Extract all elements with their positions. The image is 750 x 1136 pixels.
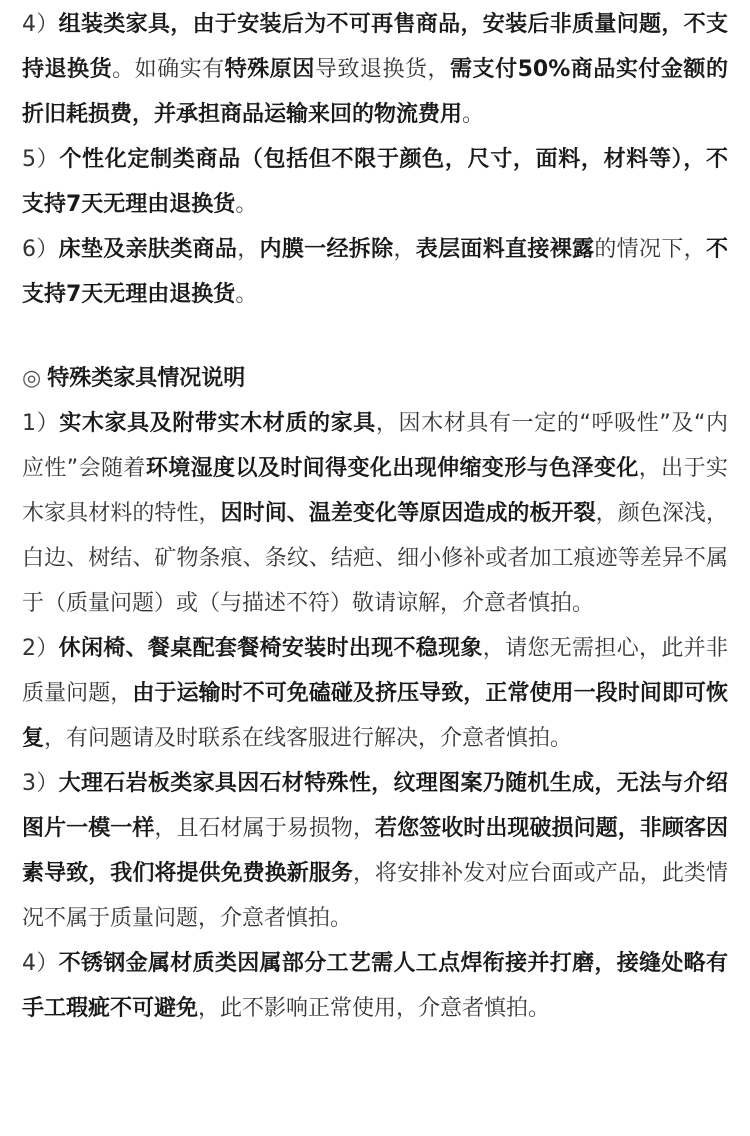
- emphasis-text: 不支持7天无理由退换货: [22, 147, 728, 217]
- body-text: 4）: [22, 12, 59, 37]
- policy-item: [22, 626, 728, 761]
- body-text: 导致退换货，: [314, 57, 451, 82]
- returns-section: [22, 2, 728, 317]
- emphasis-text: 个性化定制类商品（包括但不限于颜色，尺寸，面料，材料等），: [59, 147, 706, 172]
- emphasis-text: 实木家具及附带实木材质的家具: [59, 411, 376, 436]
- body-text: 。: [235, 192, 258, 217]
- emphasis-text: 若您签收时出现破损问题，非顾客因素导致，我们将提供免费换新服务: [22, 816, 728, 886]
- section-gap: [22, 317, 728, 356]
- body-text: 6）: [22, 237, 59, 262]
- emphasis-text: 不锈钢金属材质类因属部分工艺需人工点焊衔接并打磨，接缝处略有手工瑕疵不可避免: [22, 951, 728, 1021]
- body-text: 3）: [22, 771, 59, 796]
- policy-item: [22, 401, 728, 626]
- body-text: ，: [237, 237, 260, 262]
- circle-bullet-icon: ◎: [22, 366, 42, 391]
- body-text: ，请您无需担心，此并非质量问题，: [22, 636, 728, 706]
- body-text: ，有问题请及时联系在线客服进行解决，介意者慎拍。: [44, 726, 573, 751]
- policy-item: [22, 761, 728, 941]
- body-text: ，因木材具有一定的“呼吸性”及“内应性”会随着: [22, 411, 728, 481]
- emphasis-text: 特殊原因: [224, 57, 315, 82]
- body-text: 。: [462, 102, 485, 127]
- section-title: 特殊类家具情况说明: [47, 366, 246, 391]
- emphasis-text: 床垫及亲肤类商品: [58, 237, 238, 262]
- body-text: 4）: [22, 951, 59, 976]
- body-text: ，颜色深浅，白边、树结、矿物条痕、条纹、结疤、细小修补或者加工痕迹等差异不属于（质量问题）或（与描述不符）敬请谅解，介意者慎拍。: [22, 501, 728, 616]
- emphasis-text: 由于运输时不可免磕碰及挤压导致，正常使用一段时间即可恢复: [22, 681, 728, 751]
- policy-item: [22, 227, 728, 317]
- body-text: 1）: [22, 411, 60, 436]
- body-text: ，且石材属于易损物，: [154, 816, 376, 841]
- body-text: 2）: [22, 636, 59, 661]
- section-heading: [22, 356, 728, 401]
- policy-item: [22, 2, 728, 137]
- policy-item: [22, 941, 728, 1031]
- body-text: ，将安排补发对应台面或产品，此类情况不属于质量问题，介意者慎拍。: [22, 861, 728, 931]
- body-text: 的情况下，: [594, 237, 706, 262]
- body-text: 。如确实有: [112, 57, 225, 82]
- emphasis-text: 大理石岩板类家具因石材特殊性，纹理图案乃随机生成，无法与介绍图片一模一样: [22, 771, 728, 841]
- emphasis-text: 内膜一经拆除: [259, 237, 394, 262]
- policy-item: [22, 137, 728, 227]
- emphasis-text: 不支持7天无理由退换货: [22, 237, 728, 307]
- body-text: ，此不影响正常使用，介意者慎拍。: [198, 996, 551, 1021]
- emphasis-text: 表层面料直接裸露: [415, 237, 595, 262]
- emphasis-text: 组装类家具，由于安装后为不可再售商品，安装后非质量问题，不支持退换货: [22, 12, 728, 82]
- body-text: 。: [235, 282, 258, 307]
- emphasis-text: 休闲椅、餐桌配套餐椅安装时出现不稳现象: [58, 636, 483, 661]
- emphasis-text: 因时间、温差变化等原因造成的板开裂: [220, 501, 596, 526]
- body-text: ，: [393, 237, 416, 262]
- emphasis-text: 需支付50%商品实付金额的折旧耗损费，并承担商品运输来回的物流费用: [22, 57, 728, 127]
- body-text: ，出于实木家具材料的特性，: [22, 456, 728, 526]
- body-text: 5）: [22, 147, 60, 172]
- special-furniture-section: [22, 356, 728, 1031]
- special-items: [22, 401, 728, 1031]
- emphasis-text: 环境湿度以及时间得变化出现伸缩变形与色泽变化: [145, 456, 639, 481]
